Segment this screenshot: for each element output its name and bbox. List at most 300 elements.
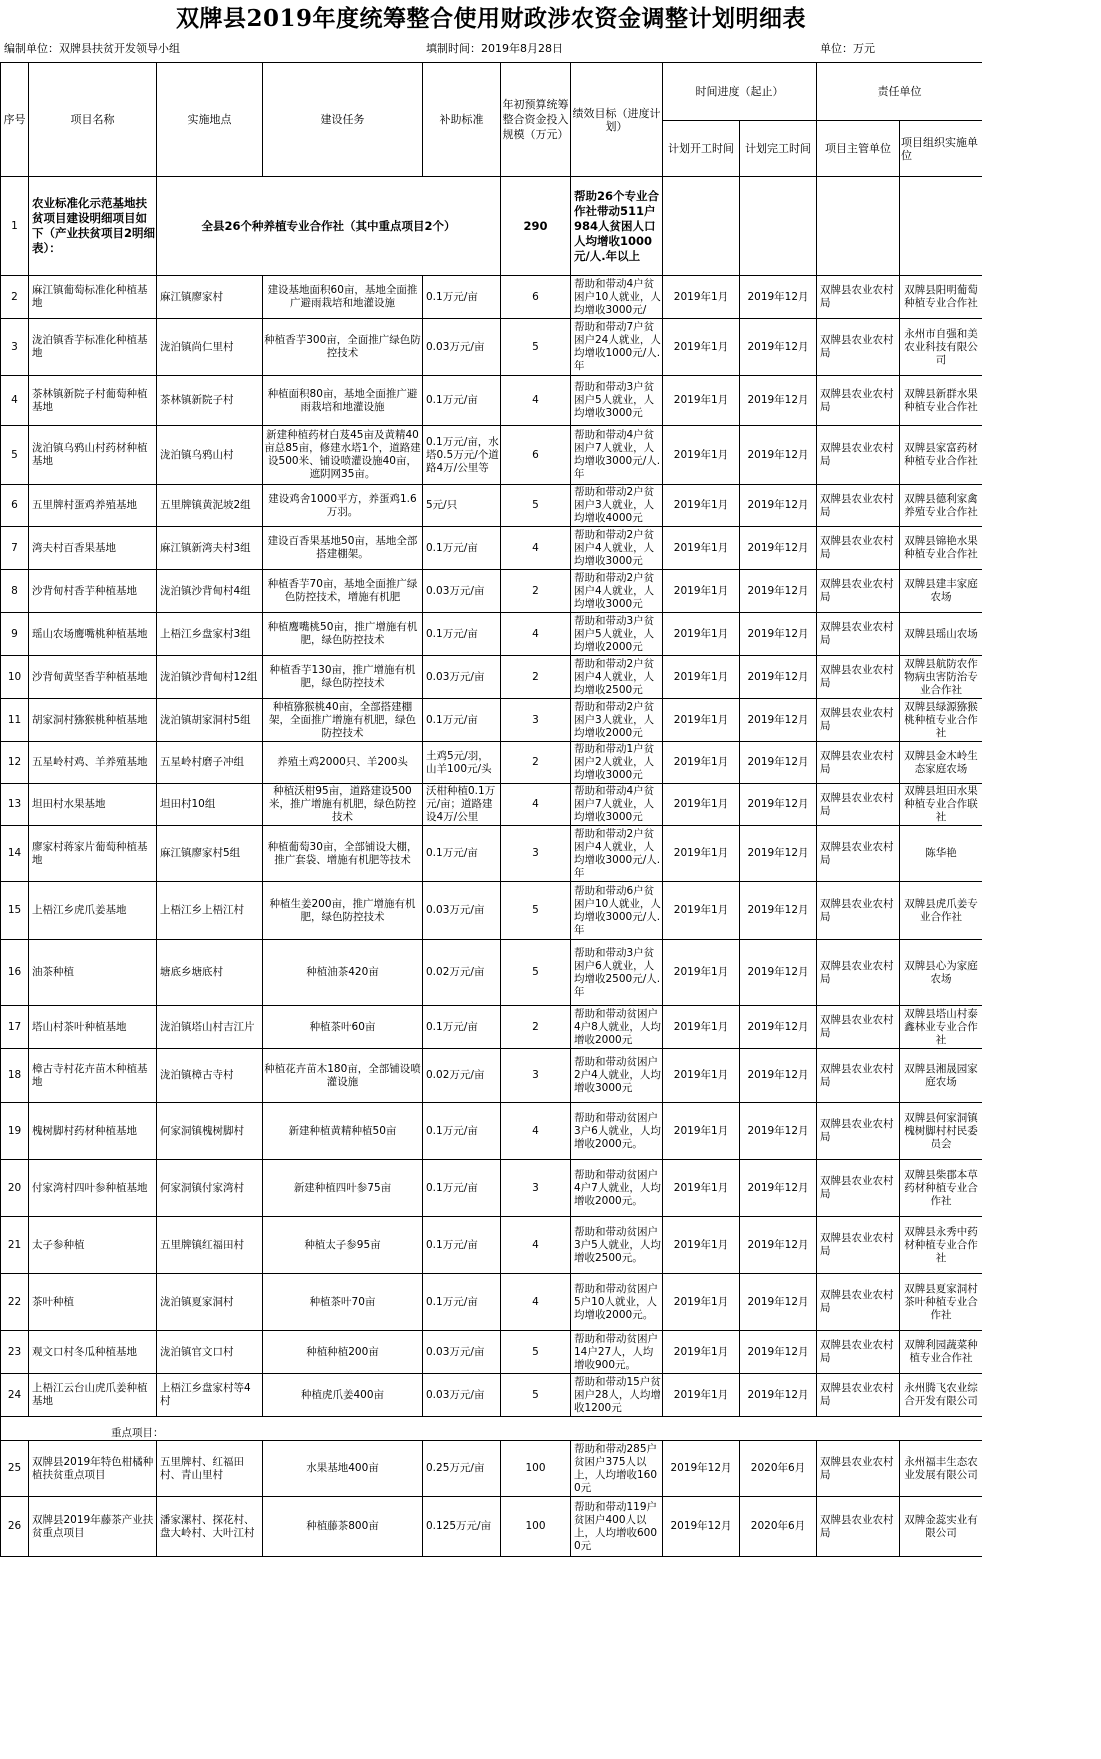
header-time-progress: 时间进度（起止） — [663, 63, 817, 121]
row-target: 帮助和带动2户贫困户3人就业，人均增收2000元 — [571, 699, 663, 742]
row-supervising-unit: 双牌县农业农村局 — [817, 784, 900, 826]
summary-row — [1, 177, 983, 276]
row-project-name: 双牌县2019年特色柑橘种植扶贫重点项目 — [29, 1441, 157, 1497]
header-location: 实施地点 — [157, 63, 263, 177]
row-end-time: 2020年6月 — [740, 1441, 817, 1497]
row-subsidy: 0.03万元/亩 — [423, 319, 501, 376]
row-target: 帮助和带动3户贫困户5人就业，人均增收3000元 — [571, 376, 663, 426]
row-target: 帮助和带动3户贫困户6人就业，人均增收2500元/人.年 — [571, 940, 663, 1006]
row-target: 帮助和带动4户贫困户7人就业，人均增收3000元 — [571, 784, 663, 826]
row-end-time: 2019年12月 — [740, 656, 817, 699]
row-location: 泷泊镇塔山村吉江片 — [157, 1006, 263, 1049]
row-implementing-unit: 双牌县绿源猕猴桃种植专业合作社 — [900, 699, 983, 742]
table-row — [1, 527, 983, 570]
row-start-time: 2019年1月 — [663, 1160, 740, 1217]
row-supervising-unit: 双牌县农业农村局 — [817, 613, 900, 656]
row-scale: 4 — [501, 1274, 571, 1331]
row-subsidy: 0.1万元/亩 — [423, 1217, 501, 1274]
row-target: 帮助和带动贫困户2户4人就业，人均增收3000元 — [571, 1049, 663, 1103]
row-location: 泷泊镇官文口村 — [157, 1331, 263, 1374]
row-end-time: 2019年12月 — [740, 882, 817, 940]
row-location: 坦田村10组 — [157, 784, 263, 826]
row-location: 泷泊镇沙背甸村4组 — [157, 570, 263, 613]
row-project-name: 泷泊镇香芋标准化种植基地 — [29, 319, 157, 376]
row-start-time: 2019年1月 — [663, 1006, 740, 1049]
row-task: 新建种植药材白芨45亩及黄精40亩总85亩，修建水塔1个，道路建设500米、铺设喷灌设施40亩，遮阴网35亩。 — [263, 426, 423, 485]
row-task: 新建种植四叶参75亩 — [263, 1160, 423, 1217]
row-scale: 2 — [501, 570, 571, 613]
row-start-time: 2019年1月 — [663, 1274, 740, 1331]
row-supervising-unit: 双牌县农业农村局 — [817, 699, 900, 742]
row-task: 水果基地400亩 — [263, 1441, 423, 1497]
row-subsidy: 0.125万元/亩 — [423, 1497, 501, 1557]
row-subsidy: 0.1万元/亩 — [423, 276, 501, 319]
row-scale: 4 — [501, 613, 571, 656]
row-implementing-unit: 双牌县家富药材种植专业合作社 — [900, 426, 983, 485]
summary-empty-end — [740, 177, 817, 276]
row-target: 帮助和带动2户贫困户3人就业，人均增收4000元 — [571, 485, 663, 527]
row-end-time: 2019年12月 — [740, 1374, 817, 1417]
table-row — [1, 1497, 983, 1557]
row-implementing-unit: 永州市自强和美农业科技有限公司 — [900, 319, 983, 376]
row-implementing-unit: 双牌县永秀中药材种植专业合作社 — [900, 1217, 983, 1274]
row-scale: 100 — [501, 1441, 571, 1497]
row-seq: 11 — [1, 699, 29, 742]
row-supervising-unit: 双牌县农业农村局 — [817, 882, 900, 940]
row-subsidy: 0.03万元/亩 — [423, 882, 501, 940]
row-seq: 19 — [1, 1103, 29, 1160]
row-task: 种植沃柑95亩，道路建设500米，推广增施有机肥，绿色防控技术 — [263, 784, 423, 826]
row-seq: 8 — [1, 570, 29, 613]
row-task: 种植茶叶70亩 — [263, 1274, 423, 1331]
row-project-name: 湾夫村百香果基地 — [29, 527, 157, 570]
row-project-name: 塔山村茶叶种植基地 — [29, 1006, 157, 1049]
row-task: 养殖土鸡2000只、羊200头 — [263, 742, 423, 784]
row-start-time: 2019年1月 — [663, 699, 740, 742]
table-row — [1, 826, 983, 882]
row-implementing-unit: 双牌金蕊实业有限公司 — [900, 1497, 983, 1557]
table-row — [1, 376, 983, 426]
summary-target: 帮助26个专业合作社带动511户984人贫困人口人均增收1000元/人.年以上 — [571, 177, 663, 276]
row-scale: 4 — [501, 1103, 571, 1160]
row-subsidy: 0.03万元/亩 — [423, 1374, 501, 1417]
row-scale: 4 — [501, 527, 571, 570]
row-subsidy: 0.1万元/亩 — [423, 826, 501, 882]
row-supervising-unit: 双牌县农业农村局 — [817, 276, 900, 319]
row-implementing-unit: 双牌县瑶山农场 — [900, 613, 983, 656]
row-end-time: 2019年12月 — [740, 485, 817, 527]
row-start-time: 2019年1月 — [663, 1374, 740, 1417]
row-end-time: 2019年12月 — [740, 940, 817, 1006]
row-end-time: 2019年12月 — [740, 276, 817, 319]
row-location: 五星岭村磨子冲组 — [157, 742, 263, 784]
row-seq: 20 — [1, 1160, 29, 1217]
row-start-time: 2019年1月 — [663, 1049, 740, 1103]
row-implementing-unit: 永州腾飞农业综合开发有限公司 — [900, 1374, 983, 1417]
row-subsidy: 沃柑种植0.1万元/亩；道路建设4万/公里 — [423, 784, 501, 826]
row-project-name: 观文口村冬瓜种植基地 — [29, 1331, 157, 1374]
row-start-time: 2019年1月 — [663, 570, 740, 613]
row-target: 帮助和带动4户贫困户10人就业，人均增收3000元/ — [571, 276, 663, 319]
row-target: 帮助和带动贫困户14户27人，人均增收900元。 — [571, 1331, 663, 1374]
row-start-time: 2019年1月 — [663, 376, 740, 426]
row-location: 何家洞镇付家湾村 — [157, 1160, 263, 1217]
table-row — [1, 426, 983, 485]
row-supervising-unit: 双牌县农业农村局 — [817, 940, 900, 1006]
row-scale: 4 — [501, 376, 571, 426]
row-start-time: 2019年1月 — [663, 613, 740, 656]
row-end-time: 2019年12月 — [740, 1049, 817, 1103]
row-implementing-unit: 永州福丰生态农业发展有限公司 — [900, 1441, 983, 1497]
row-supervising-unit: 双牌县农业农村局 — [817, 1274, 900, 1331]
row-end-time: 2019年12月 — [740, 1217, 817, 1274]
row-implementing-unit: 双牌县锦艳水果种植专业合作社 — [900, 527, 983, 570]
row-target: 帮助和带动3户贫困户5人就业，人均增收2000元 — [571, 613, 663, 656]
row-seq: 12 — [1, 742, 29, 784]
row-implementing-unit: 双牌县德利家禽养殖专业合作社 — [900, 485, 983, 527]
row-scale: 2 — [501, 1006, 571, 1049]
row-subsidy: 0.03万元/亩 — [423, 1331, 501, 1374]
row-subsidy: 0.1万元/亩 — [423, 527, 501, 570]
row-location: 五里牌镇黄泥坡2组 — [157, 485, 263, 527]
row-seq: 14 — [1, 826, 29, 882]
row-implementing-unit: 双牌利园蔬菜种植专业合作社 — [900, 1331, 983, 1374]
row-start-time: 2019年1月 — [663, 1331, 740, 1374]
row-start-time: 2019年1月 — [663, 319, 740, 376]
row-supervising-unit: 双牌县农业农村局 — [817, 570, 900, 613]
row-project-name: 茶叶种植 — [29, 1274, 157, 1331]
row-location: 茶林镇新院子村 — [157, 376, 263, 426]
row-subsidy: 0.25万元/亩 — [423, 1441, 501, 1497]
row-scale: 5 — [501, 485, 571, 527]
row-subsidy: 5元/只 — [423, 485, 501, 527]
row-end-time: 2019年12月 — [740, 376, 817, 426]
row-implementing-unit: 双牌县坦田水果种植专业合作联社 — [900, 784, 983, 826]
row-project-name: 泷泊镇乌鸦山村药材种植基地 — [29, 426, 157, 485]
row-project-name: 五里牌村蛋鸡养殖基地 — [29, 485, 157, 527]
header-start-time: 计划开工时间 — [663, 121, 740, 177]
row-subsidy: 0.1万元/亩 — [423, 1103, 501, 1160]
row-supervising-unit: 双牌县农业农村局 — [817, 1217, 900, 1274]
row-location: 泷泊镇胡家洞村5组 — [157, 699, 263, 742]
row-implementing-unit: 双牌县塔山村泰鑫林业专业合作社 — [900, 1006, 983, 1049]
header-task: 建设任务 — [263, 63, 423, 177]
row-project-name: 双牌县2019年藤茶产业扶贫重点项目 — [29, 1497, 157, 1557]
summary-empty-org — [900, 177, 983, 276]
row-location: 麻江镇廖家村 — [157, 276, 263, 319]
row-end-time: 2019年12月 — [740, 613, 817, 656]
row-implementing-unit: 双牌县建丰家庭农场 — [900, 570, 983, 613]
row-scale: 6 — [501, 426, 571, 485]
row-end-time: 2020年6月 — [740, 1497, 817, 1557]
row-end-time: 2019年12月 — [740, 742, 817, 784]
row-scale: 4 — [501, 1217, 571, 1274]
row-target: 帮助和带动贫困户3户5人就业，人均增收2500元。 — [571, 1217, 663, 1274]
row-supervising-unit: 双牌县农业农村局 — [817, 1049, 900, 1103]
row-end-time: 2019年12月 — [740, 426, 817, 485]
row-scale: 3 — [501, 1049, 571, 1103]
row-location: 五里牌村、红福田村、青山里村 — [157, 1441, 263, 1497]
row-target: 帮助和带动贫困户4户7人就业，人均增收2000元。 — [571, 1160, 663, 1217]
row-target: 帮助和带动4户贫困户7人就业，人均增收3000元/人.年 — [571, 426, 663, 485]
row-task: 新建种植黄精种植50亩 — [263, 1103, 423, 1160]
row-location: 泷泊镇夏家洞村 — [157, 1274, 263, 1331]
row-implementing-unit: 双牌县何家洞镇槐树脚村村民委员会 — [900, 1103, 983, 1160]
row-scale: 2 — [501, 742, 571, 784]
row-end-time: 2019年12月 — [740, 1331, 817, 1374]
row-task: 种植猕猴桃40亩，全部搭建棚架，全面推广增施有机肥，绿色防控技术 — [263, 699, 423, 742]
row-start-time: 2019年1月 — [663, 426, 740, 485]
row-start-time: 2019年1月 — [663, 527, 740, 570]
row-implementing-unit: 双牌县新群水果种植专业合作社 — [900, 376, 983, 426]
row-target: 帮助和带动6户贫困户10人就业，人均增收3000元/人.年 — [571, 882, 663, 940]
header-project-name: 项目名称 — [29, 63, 157, 177]
row-project-name: 上梧江云台山虎爪姜种植基地 — [29, 1374, 157, 1417]
row-seq: 23 — [1, 1331, 29, 1374]
table-row — [1, 1006, 983, 1049]
row-end-time: 2019年12月 — [740, 1160, 817, 1217]
row-task: 种植香芋130亩，推广增施有机肥，绿色防控技术 — [263, 656, 423, 699]
row-scale: 5 — [501, 1331, 571, 1374]
row-project-name: 沙背甸村香芋种植基地 — [29, 570, 157, 613]
row-end-time: 2019年12月 — [740, 570, 817, 613]
table-row — [1, 1103, 983, 1160]
row-task: 种植香芋70亩，基地全面推广绿色防控技术，增施有机肥 — [263, 570, 423, 613]
row-target: 帮助和带动2户贫困户4人就业，人均增收3000元/人.年 — [571, 826, 663, 882]
row-location: 泷泊镇尚仁里村 — [157, 319, 263, 376]
row-seq: 13 — [1, 784, 29, 826]
row-project-name: 麻江镇葡萄标准化种植基地 — [29, 276, 157, 319]
row-seq: 25 — [1, 1441, 29, 1497]
row-supervising-unit: 双牌县农业农村局 — [817, 426, 900, 485]
row-implementing-unit: 陈华艳 — [900, 826, 983, 882]
row-end-time: 2019年12月 — [740, 527, 817, 570]
row-task: 建设百香果基地50亩，基地全部搭建棚架。 — [263, 527, 423, 570]
row-task: 种植种植200亩 — [263, 1331, 423, 1374]
row-target: 帮助和带动285户贫困户375人以上，人均增收1600元 — [571, 1441, 663, 1497]
row-end-time: 2019年12月 — [740, 784, 817, 826]
row-project-name: 上梧江乡虎爪姜基地 — [29, 882, 157, 940]
header-scale: 年初预算统筹整合资金投入规模（万元） — [501, 63, 571, 177]
header-end-time: 计划完工时间 — [740, 121, 817, 177]
row-seq: 10 — [1, 656, 29, 699]
row-project-name: 沙背甸黄坚香芋种植基地 — [29, 656, 157, 699]
table-row — [1, 613, 983, 656]
row-scale: 5 — [501, 319, 571, 376]
row-subsidy: 0.1万元/亩 — [423, 376, 501, 426]
row-task: 种植鹰嘴桃50亩，推广增施有机肥，绿色防控技术 — [263, 613, 423, 656]
table-row — [1, 1274, 983, 1331]
row-supervising-unit: 双牌县农业农村局 — [817, 1006, 900, 1049]
header-supervising-unit: 项目主管单位 — [817, 121, 900, 177]
row-location: 何家洞镇槐树脚村 — [157, 1103, 263, 1160]
row-start-time: 2019年1月 — [663, 742, 740, 784]
table-row — [1, 784, 983, 826]
row-location: 上梧江乡盘家村3组 — [157, 613, 263, 656]
row-subsidy: 0.1万元/亩 — [423, 1160, 501, 1217]
row-target: 帮助和带动2户贫困户4人就业，人均增收2500元 — [571, 656, 663, 699]
table-row — [1, 319, 983, 376]
row-supervising-unit: 双牌县农业农村局 — [817, 376, 900, 426]
row-scale: 2 — [501, 656, 571, 699]
row-start-time: 2019年1月 — [663, 1103, 740, 1160]
row-supervising-unit: 双牌县农业农村局 — [817, 1160, 900, 1217]
row-supervising-unit: 双牌县农业农村局 — [817, 485, 900, 527]
row-project-name: 坦田村水果基地 — [29, 784, 157, 826]
table-row — [1, 940, 983, 1006]
row-seq: 24 — [1, 1374, 29, 1417]
summary-location: 全县26个种养植专业合作社（其中重点项目2个） — [157, 177, 501, 276]
row-task: 建设鸡舍1000平方，养蛋鸡1.6万羽。 — [263, 485, 423, 527]
header-target: 绩效目标（进度计划） — [571, 63, 663, 177]
row-subsidy: 0.1万元/亩 — [423, 1006, 501, 1049]
row-supervising-unit: 双牌县农业农村局 — [817, 1331, 900, 1374]
row-project-name: 茶林镇新院子村葡萄种植基地 — [29, 376, 157, 426]
row-scale: 5 — [501, 1374, 571, 1417]
row-location: 五里牌镇红福田村 — [157, 1217, 263, 1274]
row-target: 帮助和带动贫困户5户10人就业，人均增收2000元。 — [571, 1274, 663, 1331]
row-seq: 22 — [1, 1274, 29, 1331]
table-row — [1, 699, 983, 742]
row-target: 帮助和带动贫困户4户8人就业，人均增收2000元 — [571, 1006, 663, 1049]
row-location: 泷泊镇沙背甸村12组 — [157, 656, 263, 699]
row-supervising-unit: 双牌县农业农村局 — [817, 1441, 900, 1497]
table-row — [1, 570, 983, 613]
row-target: 帮助和带动2户贫困户4人就业，人均增收3000元 — [571, 570, 663, 613]
row-location: 麻江镇廖家村5组 — [157, 826, 263, 882]
row-seq: 4 — [1, 376, 29, 426]
row-location: 泷泊镇乌鸦山村 — [157, 426, 263, 485]
blank-row — [1, 1417, 983, 1427]
row-subsidy: 0.02万元/亩 — [423, 1049, 501, 1103]
row-location: 麻江镇新湾夫村3组 — [157, 527, 263, 570]
row-implementing-unit: 双牌县柴郡本草药材种植专业合作社 — [900, 1160, 983, 1217]
table-row — [1, 742, 983, 784]
row-seq: 18 — [1, 1049, 29, 1103]
row-scale: 4 — [501, 784, 571, 826]
row-subsidy: 0.1万元/亩 — [423, 613, 501, 656]
row-location: 泷泊镇樟古寺村 — [157, 1049, 263, 1103]
row-scale: 6 — [501, 276, 571, 319]
page-title: 双牌县2019年度统筹整合使用财政涉农资金调整计划明细表 — [175, 5, 806, 32]
summary-empty-dept — [817, 177, 900, 276]
row-seq: 26 — [1, 1497, 29, 1557]
row-start-time: 2019年1月 — [663, 276, 740, 319]
header-seq: 序号 — [1, 63, 29, 177]
row-start-time: 2019年1月 — [663, 940, 740, 1006]
row-supervising-unit: 双牌县农业农村局 — [817, 1103, 900, 1160]
row-start-time: 2019年1月 — [663, 485, 740, 527]
row-supervising-unit: 双牌县农业农村局 — [817, 656, 900, 699]
blank-cell — [1, 1417, 983, 1427]
table-row — [1, 882, 983, 940]
row-project-name: 瑶山农场鹰嘴桃种植基地 — [29, 613, 157, 656]
table-row — [1, 485, 983, 527]
row-subsidy: 0.1万元/亩 — [423, 1274, 501, 1331]
row-start-time: 2019年1月 — [663, 826, 740, 882]
row-scale: 3 — [501, 826, 571, 882]
row-location: 潘家漯村、探花村、盘大岭村、大叶江村 — [157, 1497, 263, 1557]
funds-detail-table — [0, 62, 982, 1557]
row-start-time: 2019年1月 — [663, 882, 740, 940]
money-unit-label: 单位：万元 — [820, 42, 875, 55]
row-scale: 3 — [501, 1160, 571, 1217]
row-start-time: 2019年1月 — [663, 784, 740, 826]
row-task: 建设基地面积60亩，基地全面推广避雨栽培和地灌设施 — [263, 276, 423, 319]
key-projects-label: 重点项目： — [1, 1427, 983, 1441]
table-row — [1, 1331, 983, 1374]
row-project-name: 五星岭村鸡、羊养殖基地 — [29, 742, 157, 784]
row-supervising-unit: 双牌县农业农村局 — [817, 1497, 900, 1557]
row-target: 帮助和带动7户贫困户24人就业，人均增收1000元/人.年 — [571, 319, 663, 376]
row-subsidy: 0.1万元/亩，水塔0.5万元/个道路4万/公里等 — [423, 426, 501, 485]
row-seq: 9 — [1, 613, 29, 656]
row-end-time: 2019年12月 — [740, 826, 817, 882]
row-supervising-unit: 双牌县农业农村局 — [817, 527, 900, 570]
row-supervising-unit: 双牌县农业农村局 — [817, 826, 900, 882]
row-seq: 5 — [1, 426, 29, 485]
row-location: 上梧江乡上梧江村 — [157, 882, 263, 940]
row-end-time: 2019年12月 — [740, 1103, 817, 1160]
table-row — [1, 1160, 983, 1217]
row-project-name: 胡家洞村猕猴桃种植基地 — [29, 699, 157, 742]
row-start-time: 2019年12月 — [663, 1441, 740, 1497]
row-supervising-unit: 双牌县农业农村局 — [817, 742, 900, 784]
row-start-time: 2019年12月 — [663, 1497, 740, 1557]
row-seq: 6 — [1, 485, 29, 527]
row-scale: 5 — [501, 882, 571, 940]
row-project-name: 樟古寺村花卉苗木种植基地 — [29, 1049, 157, 1103]
row-subsidy: 0.03万元/亩 — [423, 570, 501, 613]
row-project-name: 油茶种植 — [29, 940, 157, 1006]
row-seq: 17 — [1, 1006, 29, 1049]
table-row — [1, 656, 983, 699]
summary-empty-start — [663, 177, 740, 276]
row-implementing-unit: 双牌县夏家洞村茶叶种植专业合作社 — [900, 1274, 983, 1331]
row-target: 帮助和带动15户贫困户28人，人均增收1200元 — [571, 1374, 663, 1417]
row-implementing-unit: 双牌县心为家庭农场 — [900, 940, 983, 1006]
row-end-time: 2019年12月 — [740, 699, 817, 742]
row-location: 上梧江乡盘家村等4村 — [157, 1374, 263, 1417]
row-target: 帮助和带动119户贫困户400人以上，人均增收6000元 — [571, 1497, 663, 1557]
row-task: 种植太子参95亩 — [263, 1217, 423, 1274]
row-subsidy: 0.03万元/亩 — [423, 656, 501, 699]
row-end-time: 2019年12月 — [740, 319, 817, 376]
row-project-name: 付家湾村四叶参种植基地 — [29, 1160, 157, 1217]
fill-date-label: 填制时间：2019年8月28日 — [426, 42, 563, 55]
row-end-time: 2019年12月 — [740, 1006, 817, 1049]
table-row — [1, 276, 983, 319]
table-row — [1, 1049, 983, 1103]
row-task: 种植藤茶800亩 — [263, 1497, 423, 1557]
row-seq: 7 — [1, 527, 29, 570]
row-supervising-unit: 双牌县农业农村局 — [817, 1374, 900, 1417]
row-end-time: 2019年12月 — [740, 1274, 817, 1331]
row-project-name: 槐树脚村药材种植基地 — [29, 1103, 157, 1160]
row-target: 帮助和带动贫困户3户6人就业，人均增收2000元。 — [571, 1103, 663, 1160]
row-implementing-unit: 双牌县航防农作物病虫害防治专业合作社 — [900, 656, 983, 699]
row-task: 种植香芋300亩，全面推广绿色防控技术 — [263, 319, 423, 376]
table-row — [1, 1374, 983, 1417]
row-seq: 21 — [1, 1217, 29, 1274]
row-task: 种植葡萄30亩，全部铺设大棚，推广套袋、增施有机肥等技术 — [263, 826, 423, 882]
row-task: 种植油茶420亩 — [263, 940, 423, 1006]
row-target: 帮助和带动1户贫困户2人就业，人均增收3000元 — [571, 742, 663, 784]
row-task: 种植虎爪姜400亩 — [263, 1374, 423, 1417]
row-implementing-unit: 双牌县阳明葡萄种植专业合作社 — [900, 276, 983, 319]
summary-name: 农业标准化示范基地扶贫项目建设明细项目如下（产业扶贫项目2明细表）： — [29, 177, 157, 276]
row-seq: 2 — [1, 276, 29, 319]
